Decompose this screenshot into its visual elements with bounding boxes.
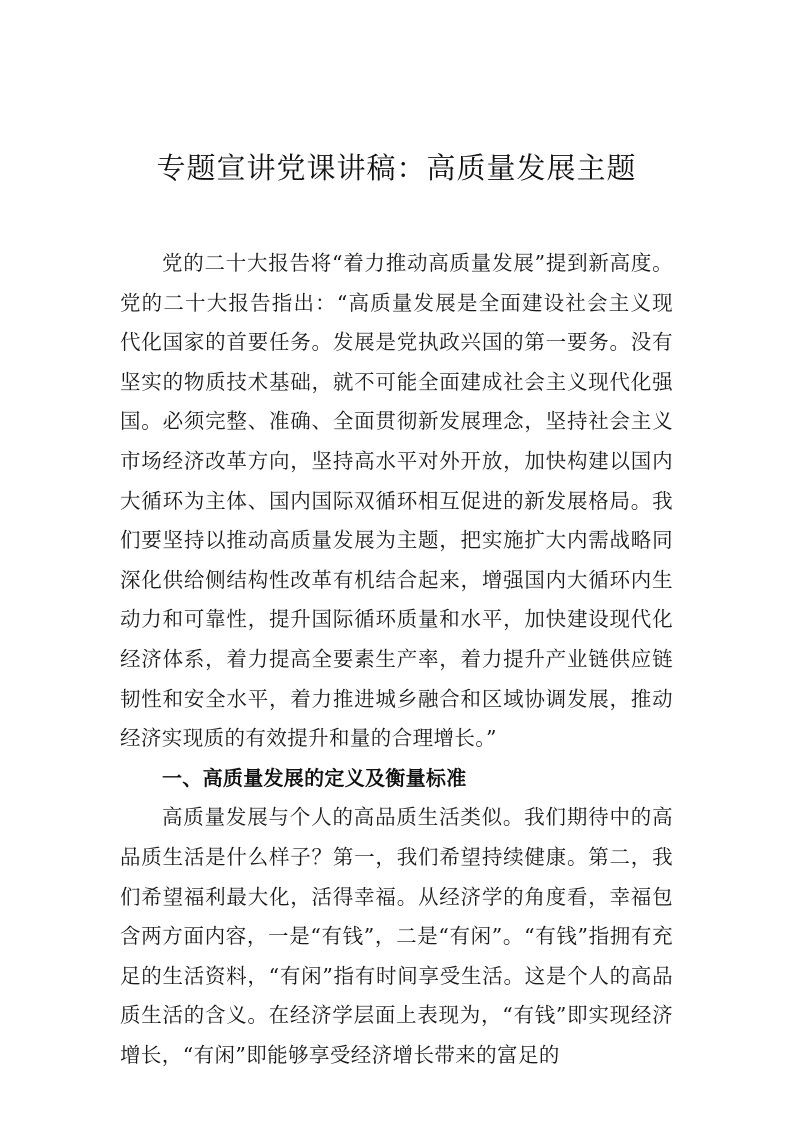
document-title: 专题宣讲党课讲稿：高质量发展主题: [156, 151, 637, 185]
intro-paragraph: 党的二十大报告将“着力推动高质量发展”提到新高度。党的二十大报告指出：“高质量发展是全面建设社会主义现代化国家的首要任务。发展是党执政兴国的第一要务。没有坚实的物质技术基础，就不可能全面建成社会主义现代化强国。必须完整、准确、全面贯彻新发展理念，坚持社会主义市场经济改革方向，坚持高水平对外开放，加快构建以国内大循环为主体、国内国际双循环相互促进的新发展格局。我们要坚持以推动高质量发展为主题，把实施扩大内需战略同深化供给侧结构性改革有机结合起来，增强国内大循环内生动力和可靠性，提升国际循环质量和水平，加快建设现代化经济体系，着力提高全要素生产率，着力提升产业链供应链韧性和安全水平，着力推进城乡融合和区域协调发展，推动经济实现质的有效提升和量的合理增长。”: [120, 251, 673, 751]
section-heading: 一、高质量发展的定义及衡量标准: [162, 765, 467, 790]
section-paragraph: 高质量发展与个人的高品质生活类似。我们期待中的高品质生活是什么样子？第一，我们希望持续健康。第二，我们希望福利最大化，活得幸福。从经济学的角度看，幸福包含两方面内容，一是“有钱”，二是“有闲”。“有钱”指拥有充足的生活资料，“有闲”指有时间享受生活。这是个人的高品质生活的含义。在经济学层面上表现为，“有钱”即实现经济增长，“有闲”即能够享受经济增长带来的富足的: [120, 805, 673, 1067]
document-body: [120, 244, 673, 1075]
